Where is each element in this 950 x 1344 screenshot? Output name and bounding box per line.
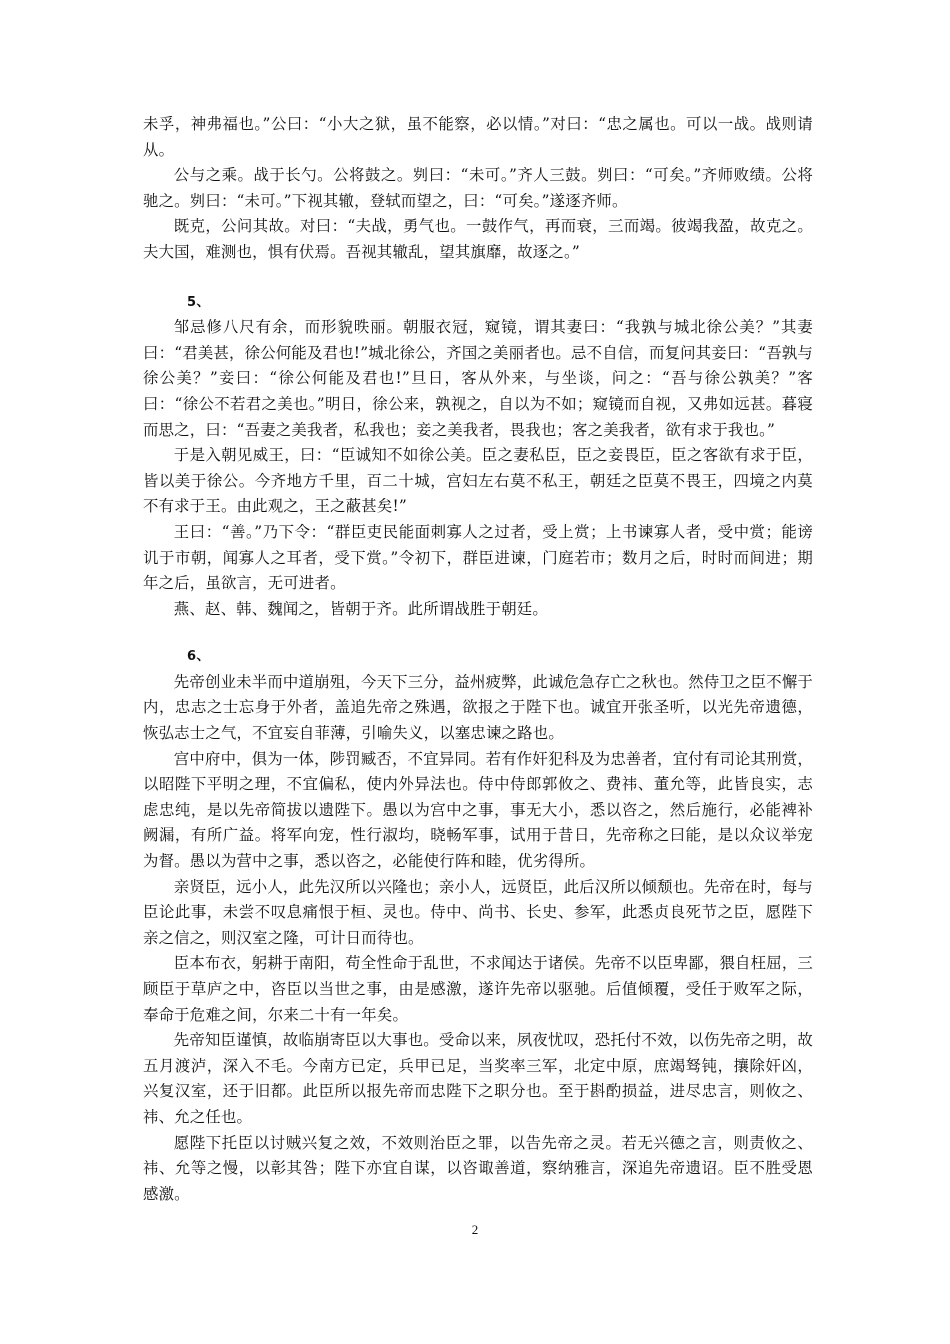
section5-paragraph-2: 于是入朝见威王，曰：“臣诚知不如徐公美。臣之妻私臣，臣之妾畏臣，臣之客欲有求于臣，皆以美于徐公。今齐地方千里，百二十城，宫妇左右莫不私王，朝廷之臣莫不畏王，四境之内莫不有求于王。由此观之，王之蔽甚矣!” (143, 446, 813, 516)
page-number: 2 (471, 1222, 479, 1237)
section5-paragraph-1: 邹忌修八尺有余，而形貌昳丽。朝服衣冠，窥镜，谓其妻曰：“我孰与城北徐公美？”其妻曰：“君美甚，徐公何能及君也!”城北徐公，齐国之美丽者也。忌不自信，而复问其妾曰：“吾孰与徐公美？”妾曰：“徐公何能及君也!”旦日，客从外来，与坐谈，问之：“吾与徐公孰美？”客曰：“徐公不若君之美也。”明日，徐公来，孰视之，自以为不如；窥镜而自视，又弗如远甚。暮寝而思之，曰：“吾妻之美我者，私我也；妾之美我者，畏我也；客之美我者，欲有求于我也。” (143, 318, 813, 439)
section6-paragraph-3: 亲贤臣，远小人，此先汉所以兴隆也；亲小人，远贤臣，此后汉所以倾颓也。先帝在时，每与臣论此事，未尝不叹息痛恨于桓、灵也。侍中、尚书、长史、参军，此悉贞良死节之臣，愿陛下亲之信之，则汉室之隆，可计日而待也。 (143, 877, 814, 947)
section-spacer (143, 266, 813, 290)
section6-paragraph-2: 宫中府中，俱为一体，陟罚臧否，不宜异同。若有作奸犯科及为忠善者，宜付有司论其刑赏，以昭陛下平明之理，不宜偏私，使内外异法也。侍中侍郎郭攸之、费祎、董允等，此皆良实，志虑忠纯，是以先帝简拔以遗陛下。愚以为宫中之事，事无大小，悉以咨之，然后施行，必能裨补阙漏，有所广益。将军向宠，性行淑均，晓畅军事，试用于昔日，先帝称之曰能，是以众议举宠为督。愚以为营中之事，悉以咨之，必能使行阵和睦，优劣得所。 (143, 749, 814, 871)
section6-paragraph-5: 先帝知臣谨慎，故临崩寄臣以大事也。受命以来，夙夜忧叹，恐托付不效，以伤先帝之明，故五月渡泸，深入不毛。今南方已定，兵甲已足，当奖率三军，北定中原，庶竭驽钝，攘除奸凶，兴复汉室，还于旧都。此臣所以报先帝而忠陛下之职分也。至于斟酌损益，进尽忠言，则攸之、祎、允之任也。 (143, 1031, 814, 1126)
section4-paragraph-2: 公与之乘。战于长勺。公将鼓之。刿曰：“未可。”齐人三鼓。刿曰：“可矣。”齐师败绩。公将驰之。刿曰：“未可。”下视其辙，登轼而望之，曰：“可矣。”遂逐齐师。 (143, 166, 813, 210)
section5-paragraph-4: 燕、赵、韩、魏闻之，皆朝于齐。此所谓战胜于朝廷。 (173, 599, 548, 618)
section6-paragraph-6: 愿陛下托臣以讨贼兴复之效，不效则治臣之罪，以告先帝之灵。若无兴德之言，则责攸之、祎、允等之慢，以彰其咎；陛下亦宜自谋，以咨诹善道，察纳雅言，深追先帝遗诏。臣不胜受恩感激。 (143, 1133, 813, 1203)
section6-paragraph-4: 臣本布衣，躬耕于南阳，苟全性命于乱世，不求闻达于诸侯。先帝不以臣卑鄙，猥自枉屈，三顾臣于草庐之中，咨臣以当世之事，由是感激，遂许先帝以驱驰。后值倾覆，受任于败军之际，奉命于危难之间，尔来二十有一年矣。 (143, 954, 814, 1024)
section-spacer (143, 622, 813, 644)
section4-paragraph-1: 未孚，神弗福也。”公曰：“小大之狱，虽不能察，必以情。”对曰：“忠之属也。可以一战。战则请从。 (143, 115, 813, 159)
section6-paragraph-1: 先帝创业未半而中道崩殂，今天下三分，益州疲弊，此诚危急存亡之秋也。然侍卫之臣不懈于内，忠志之士忘身于外者，盖追先帝之殊遇，欲报之于陛下也。诚宜开张圣听，以光先帝遗德，恢弘志士之气，不宜妄自菲薄，引喻失义，以塞忠谏之路也。 (143, 672, 814, 743)
section6-heading: 6、 (187, 649, 211, 665)
document-body (143, 112, 813, 1207)
section5-heading: 5、 (187, 294, 211, 310)
section4-paragraph-3: 既克，公问其故。对曰：“夫战，勇气也。一鼓作气，再而衰，三而竭。彼竭我盈，故克之。夫大国，难测也，惧有伏焉。吾视其辙乱，望其旗靡，故逐之。” (143, 217, 813, 261)
section5-paragraph-3: 王曰：“善。”乃下令：“群臣吏民能面刺寡人之过者，受上赏；上书谏寡人者，受中赏；能谤讥于市朝，闻寡人之耳者，受下赏。”令初下，群臣进谏，门庭若市；数月之后，时时而间进；期年之后，虽欲言，无可进者。 (143, 522, 813, 593)
